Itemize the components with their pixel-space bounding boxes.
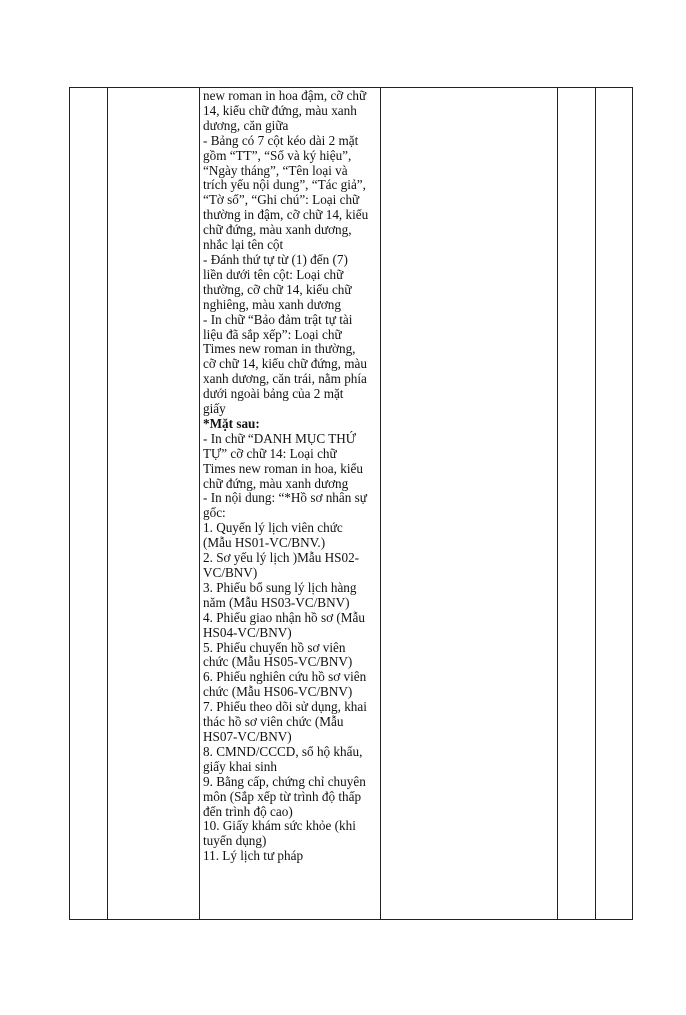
text-line: - Đánh thứ tự từ (1) đến (7) (203, 251, 348, 267)
text-line: Times new roman in hoa, kiểu (203, 460, 363, 476)
text-line: đến trình độ cao) (203, 803, 293, 819)
text-line: xanh dương, căn trái, nằm phía (203, 371, 367, 387)
text-line: VC/BNV) (203, 565, 258, 580)
text-line: dương, căn giữa (203, 117, 289, 133)
text-line: thường, cỡ chữ 14, kiểu chữ (203, 281, 352, 297)
text-line: dưới ngoài bảng của 2 mặt (203, 386, 344, 402)
text-line: 14, kiểu chữ đứng, màu xanh (203, 102, 357, 118)
text-line: giấy (203, 401, 226, 417)
text-line: giấy khai sinh (203, 758, 277, 774)
text-line: cỡ chữ 14, kiểu chữ đứng, màu (203, 356, 367, 372)
text-line: - In nội dung: “*Hồ sơ nhân sự (203, 490, 367, 506)
text-line: 9. Bằng cấp, chứng chỉ chuyên (203, 773, 366, 789)
text-line: gốc: (203, 505, 226, 521)
text-line: thác hồ sơ viên chức (Mẫu (203, 714, 344, 730)
text-line: liệu đã sắp xếp”: Loại chữ (203, 326, 342, 342)
column-divider-1 (107, 87, 108, 920)
text-line: - In chữ “Bảo đảm trật tự tài (203, 311, 353, 327)
text-line: - Bảng có 7 cột kéo dài 2 mặt (203, 132, 359, 148)
text-line: 1. Quyển lý lịch viên chức (203, 520, 343, 536)
text-line: (Mẫu HS01-VC/BNV.) (203, 535, 326, 551)
text-line: 10. Giấy khám sức khỏe (khi (203, 818, 356, 834)
column-divider-3 (380, 87, 381, 920)
text-line: new roman in hoa đậm, cỡ chữ (203, 88, 367, 103)
text-line: nghiêng, màu xanh dương (203, 296, 341, 312)
text-line: chữ đứng, màu xanh dương (203, 475, 349, 491)
text-line: chức (Mẫu HS05-VC/BNV) (203, 654, 353, 670)
text-line: gồm “TT”, “Số và ký hiệu”, (203, 147, 352, 163)
text-line: 3. Phiếu bổ sung lý lịch hàng (203, 579, 357, 595)
column-divider-4 (557, 87, 558, 920)
column-divider-5 (595, 87, 596, 920)
text-line: “Ngày tháng”, “Tên loại và (203, 162, 348, 178)
text-line: 5. Phiếu chuyển hồ sơ viên (203, 639, 346, 655)
text-line: *Mặt sau: (203, 415, 260, 431)
text-line: Times new roman in thường, (203, 341, 356, 357)
text-line: nhắc lại tên cột (203, 237, 284, 253)
text-line: TỰ” cỡ chữ 14: Loại chữ (203, 445, 337, 461)
text-line: “Tờ số”, “Ghi chú”: Loại chữ (203, 192, 360, 208)
text-line: HS04-VC/BNV) (203, 624, 292, 640)
text-line: chữ đứng, màu xanh dương, (203, 222, 352, 238)
table-cell-content (203, 89, 379, 864)
text-line: liền dưới tên cột: Loại chữ (203, 266, 344, 282)
text-line: 11. Lý lịch tư pháp (203, 848, 304, 864)
text-line: 2. Sơ yếu lý lịch )Mẫu HS02- (203, 550, 360, 566)
text-line: môn (Sắp xếp từ trình độ thấp (203, 788, 362, 804)
text-line: 6. Phiếu nghiên cứu hồ sơ viên (203, 669, 367, 685)
column-divider-2 (199, 87, 200, 920)
text-line: 8. CMND/CCCD, sổ hộ khẩu, (203, 743, 363, 759)
text-line: trích yếu nội dung”, “Tác giả”, (203, 177, 366, 193)
text-line: chức (Mẫu HS06-VC/BNV) (203, 684, 353, 700)
text-line: năm (Mẫu HS03-VC/BNV) (203, 594, 350, 610)
text-line: thường in đậm, cỡ chữ 14, kiểu (203, 207, 369, 223)
text-line: - In chữ “DANH MỤC THỨ (203, 430, 357, 446)
text-line: tuyển dụng) (203, 833, 267, 849)
text-line: HS07-VC/BNV) (203, 728, 292, 744)
text-line: 7. Phiếu theo dõi sử dụng, khai (203, 699, 367, 715)
text-line: 4. Phiếu giao nhận hồ sơ (Mẫu (203, 609, 365, 625)
